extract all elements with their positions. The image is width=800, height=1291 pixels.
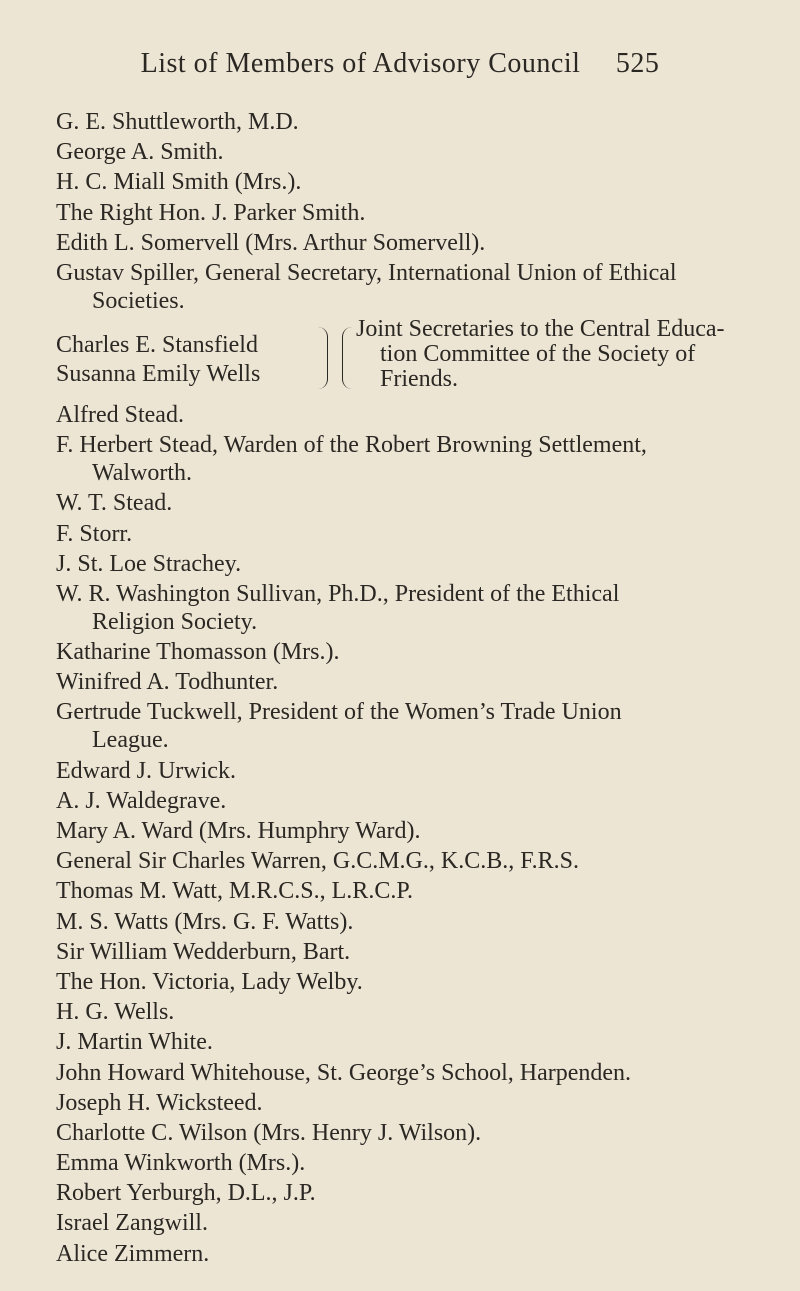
joint-name: Charles E. Stansfield <box>56 331 258 358</box>
entry-line: Thomas M. Watt, M.R.C.S., L.R.C.P. <box>56 878 414 905</box>
entry-line: General Sir Charles Warren, G.C.M.G., K.C.B., F.R.S. <box>56 848 579 875</box>
list-item: H. C. Miall Smith (Mrs.). <box>56 169 302 196</box>
entry-line: F. Herbert Stead, Warden of the Robert Browning Settlement, <box>56 432 647 459</box>
entry-line: M. S. Watts (Mrs. G. F. Watts). <box>56 908 354 935</box>
running-header <box>0 48 800 80</box>
list-item <box>56 698 766 754</box>
brace-left <box>318 327 328 389</box>
list-item <box>56 638 766 666</box>
entry-line: Edward J. Urwick. <box>56 757 236 784</box>
list-item <box>56 998 766 1026</box>
list-item <box>56 877 766 905</box>
joint-description <box>356 317 766 392</box>
member-list <box>56 108 766 1270</box>
list-item <box>56 259 766 315</box>
entry-line: John Howard Whitehouse, St. George’s School, Harpenden. <box>56 1059 632 1086</box>
list-item: The Right Hon. J. Parker Smith. <box>56 199 366 226</box>
list-item <box>56 847 766 875</box>
brace-right <box>342 327 352 389</box>
list-item <box>56 580 766 636</box>
entry-line: Sir William Wedderburn, Bart. <box>56 938 351 965</box>
list-item <box>56 550 766 578</box>
entry-line: Alfred Stead. <box>56 401 184 428</box>
entry-line: Emma Winkworth (Mrs.). <box>56 1150 306 1177</box>
entry-line: Winifred A. Todhunter. <box>56 669 279 696</box>
list-item <box>56 1179 766 1207</box>
entry-line: The Hon. Victoria, Lady Welby. <box>56 968 363 995</box>
joint-desc-line: Friends. <box>380 365 458 392</box>
list-item <box>56 968 766 996</box>
entry-continuation: Religion Society. <box>92 608 258 635</box>
joint-entry <box>56 315 766 395</box>
list-item <box>56 1059 766 1087</box>
list-item <box>56 1240 766 1268</box>
page-number: 525 <box>615 48 660 79</box>
entry-line: W. R. Washington Sullivan, Ph.D., President of the Ethical <box>56 580 620 607</box>
list-item: Edith L. Somervell (Mrs. Arthur Somervell). <box>56 229 486 256</box>
list-item <box>56 1089 766 1117</box>
list-item <box>56 668 766 696</box>
list-item: George A. Smith. <box>56 139 224 166</box>
entry-line: F. Storr. <box>56 520 133 547</box>
entry-line: J. Martin White. <box>56 1029 213 1056</box>
entry-line: H. G. Wells. <box>56 999 175 1026</box>
joint-name: Susanna Emily Wells <box>56 360 261 387</box>
entry-continuation: Walworth. <box>92 460 193 487</box>
page-title: List of Members of Advisory Council <box>140 48 581 79</box>
list-item <box>56 908 766 936</box>
entry-line: Gertrude Tuckwell, President of the Women’s Trade Union <box>56 699 622 726</box>
entry-continuation: League. <box>92 727 169 754</box>
entry-line: Israel Zangwill. <box>56 1210 208 1237</box>
list-item <box>56 431 766 487</box>
member-list-continued <box>56 401 766 1268</box>
list-item <box>56 817 766 845</box>
list-item <box>56 489 766 517</box>
joint-desc-line: tion Committee of the Society of <box>380 340 696 367</box>
list-item <box>56 938 766 966</box>
list-item <box>56 1119 766 1147</box>
list-item <box>56 1149 766 1177</box>
entry-line: A. J. Waldegrave. <box>56 787 227 814</box>
joint-desc-line: Joint Secretaries to the Central Educa- <box>356 315 725 342</box>
entry-line: Katharine Thomasson (Mrs.). <box>56 639 340 666</box>
entry-line: W. T. Stead. <box>56 490 173 517</box>
entry-line: J. St. Loe Strachey. <box>56 550 242 577</box>
list-item: G. E. Shuttleworth, M.D. <box>56 109 299 135</box>
list-item <box>56 520 766 548</box>
entry-line: Joseph H. Wicksteed. <box>56 1089 263 1116</box>
list-item <box>56 757 766 785</box>
list-item <box>56 1209 766 1237</box>
entry-line: Charlotte C. Wilson (Mrs. Henry J. Wilson). <box>56 1119 482 1146</box>
joint-names <box>56 331 260 389</box>
entry-continuation: Societies. <box>92 287 185 314</box>
entry-line: Robert Yerburgh, D.L., J.P. <box>56 1180 316 1207</box>
list-item <box>56 401 766 429</box>
entry-line: Gustav Spiller, General Secretary, International Union of Ethical <box>56 259 677 286</box>
list-item <box>56 1028 766 1056</box>
list-item <box>56 787 766 815</box>
entry-line: Mary A. Ward (Mrs. Humphry Ward). <box>56 818 421 844</box>
entry-line: Alice Zimmern. <box>56 1240 210 1267</box>
